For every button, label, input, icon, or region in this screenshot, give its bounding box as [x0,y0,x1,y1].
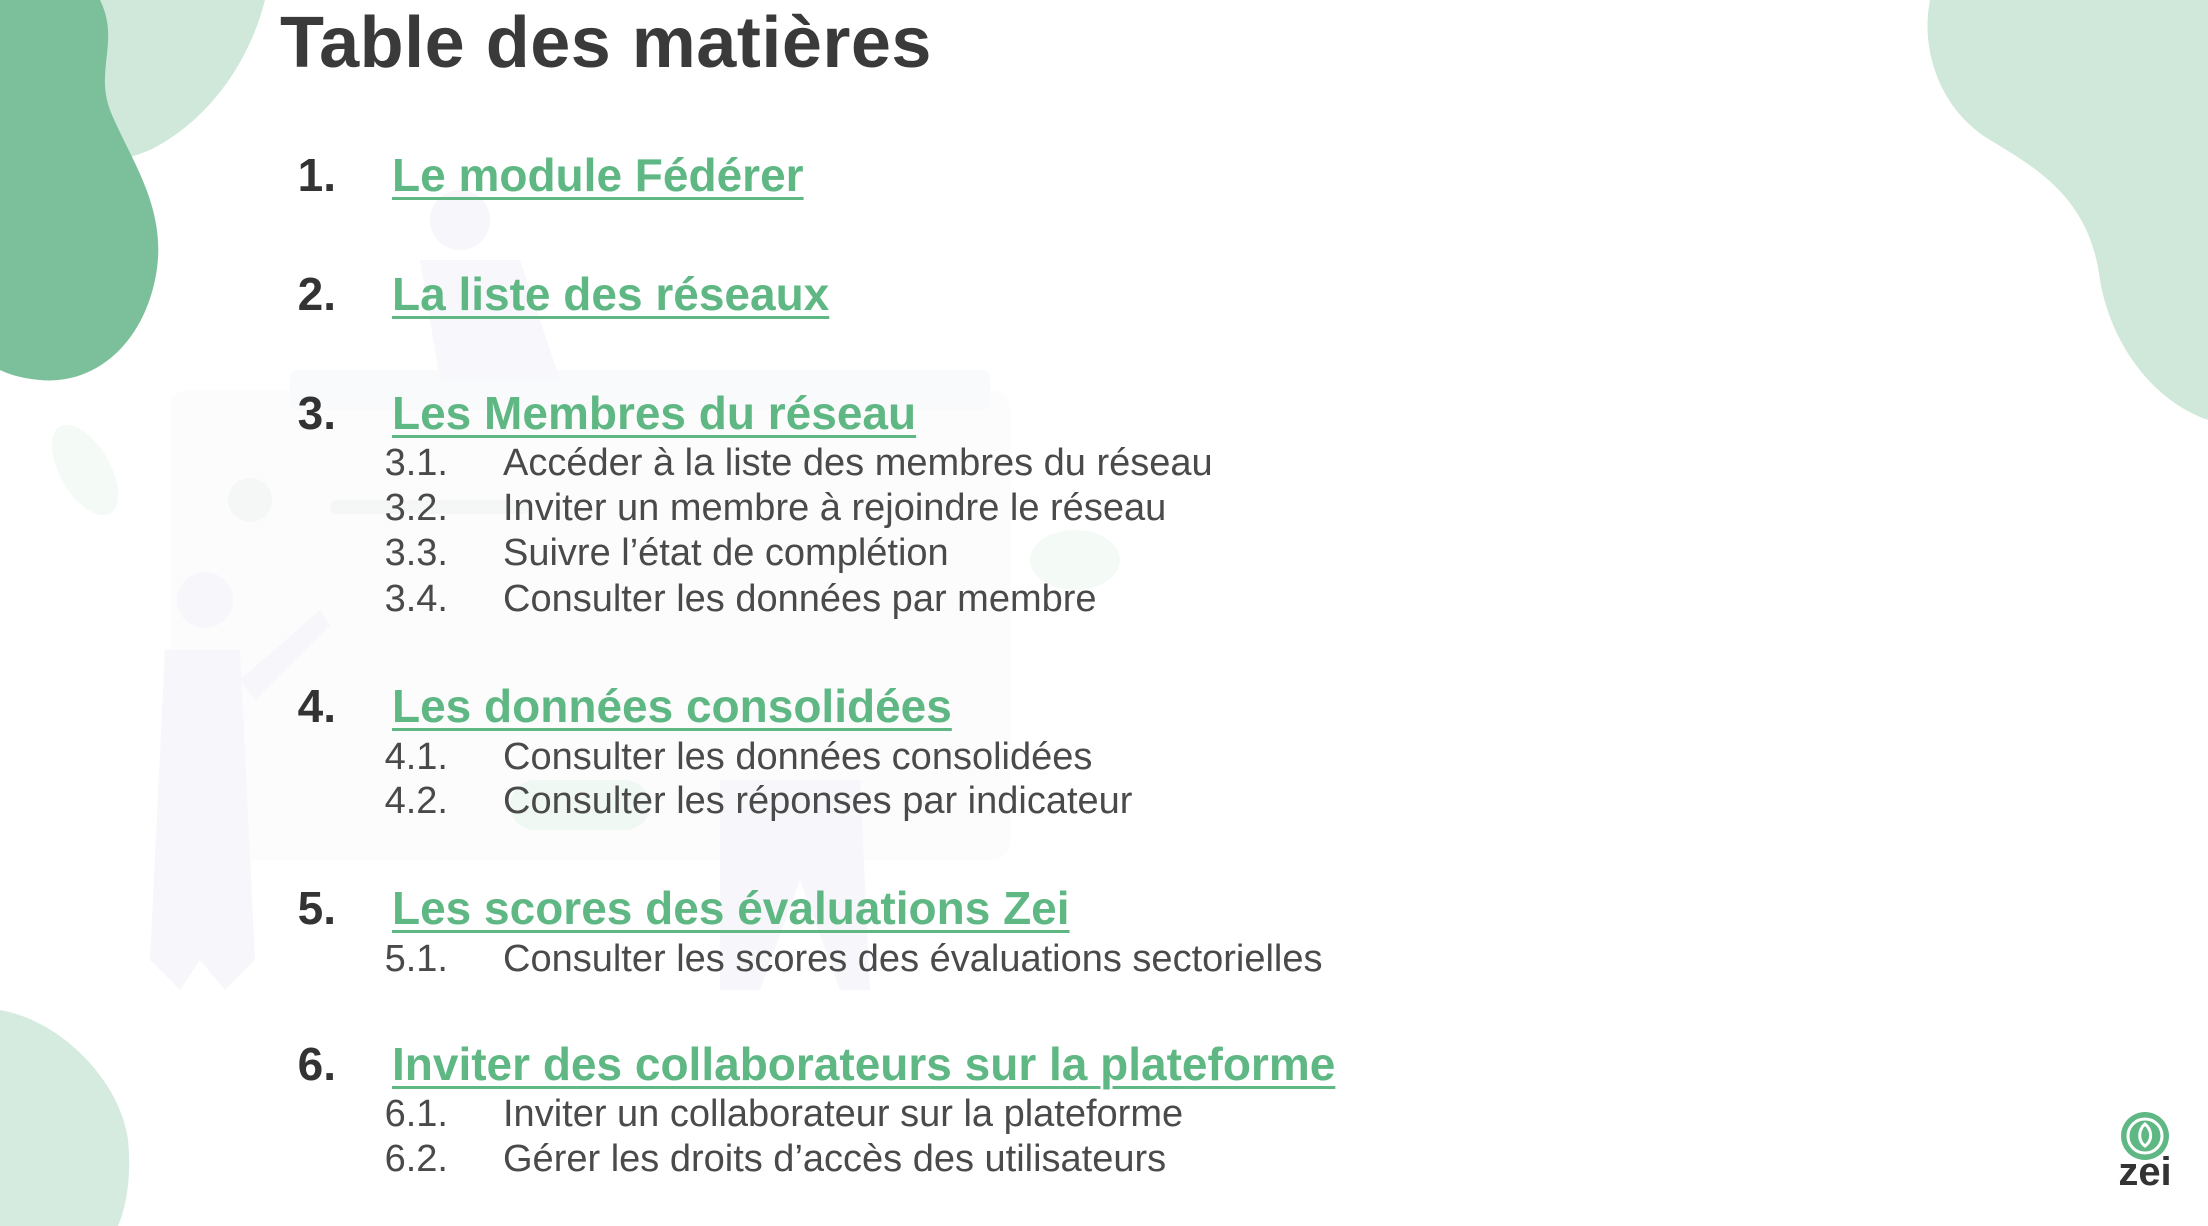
subsection-number: 6.1. [384,1093,448,1135]
subsection-title: Consulter les données par membre [503,578,1097,620]
subsection-number: 3.3. [384,532,448,574]
subsection-number: 3.1. [384,442,448,484]
section-link-scores-evaluations-zei[interactable]: Les scores des évaluations Zei [392,882,1070,934]
section-number: 5. [297,882,336,934]
subsection-number: 3.4. [384,578,448,620]
section-link-donnees-consolidees[interactable]: Les données consolidées [392,680,952,732]
subsection-number: 6.2. [384,1138,448,1180]
subsection-number: 5.1. [384,938,448,980]
section-number: 2. [297,268,336,320]
page-title: Table des matières [280,3,932,83]
subsection-title: Accéder à la liste des membres du réseau [503,442,1213,484]
subsection-title: Consulter les données consolidées [503,736,1093,778]
section-link-inviter-collaborateurs[interactable]: Inviter des collaborateurs sur la plateforme [392,1038,1336,1090]
subsection-title: Suivre l’état de complétion [503,532,949,574]
subsection-number: 4.1. [384,736,448,778]
section-number: 3. [297,387,336,439]
subsection-title: Inviter un membre à rejoindre le réseau [503,487,1167,529]
section-link-le-module-federer[interactable]: Le module Fédérer [392,149,804,201]
subsection-title: Consulter les réponses par indicateur [503,780,1133,822]
section-number: 6. [297,1038,336,1090]
subsection-title: Inviter un collaborateur sur la plateforme [503,1093,1184,1135]
subsection-number: 3.2. [384,487,448,529]
subsection-number: 4.2. [384,780,448,822]
section-link-liste-des-reseaux[interactable]: La liste des réseaux [392,268,830,320]
section-link-membres-du-reseau[interactable]: Les Membres du réseau [392,387,917,439]
section-number: 4. [297,680,336,732]
logo-text: zei [2118,1150,2172,1194]
blob-top-right [1928,0,2208,420]
subsection-title: Gérer les droits d’accès des utilisateurs [503,1138,1167,1180]
subsection-title: Consulter les scores des évaluations sectorielles [503,938,1323,980]
blob-bottom-left [0,1010,129,1226]
section-number: 1. [297,149,336,201]
